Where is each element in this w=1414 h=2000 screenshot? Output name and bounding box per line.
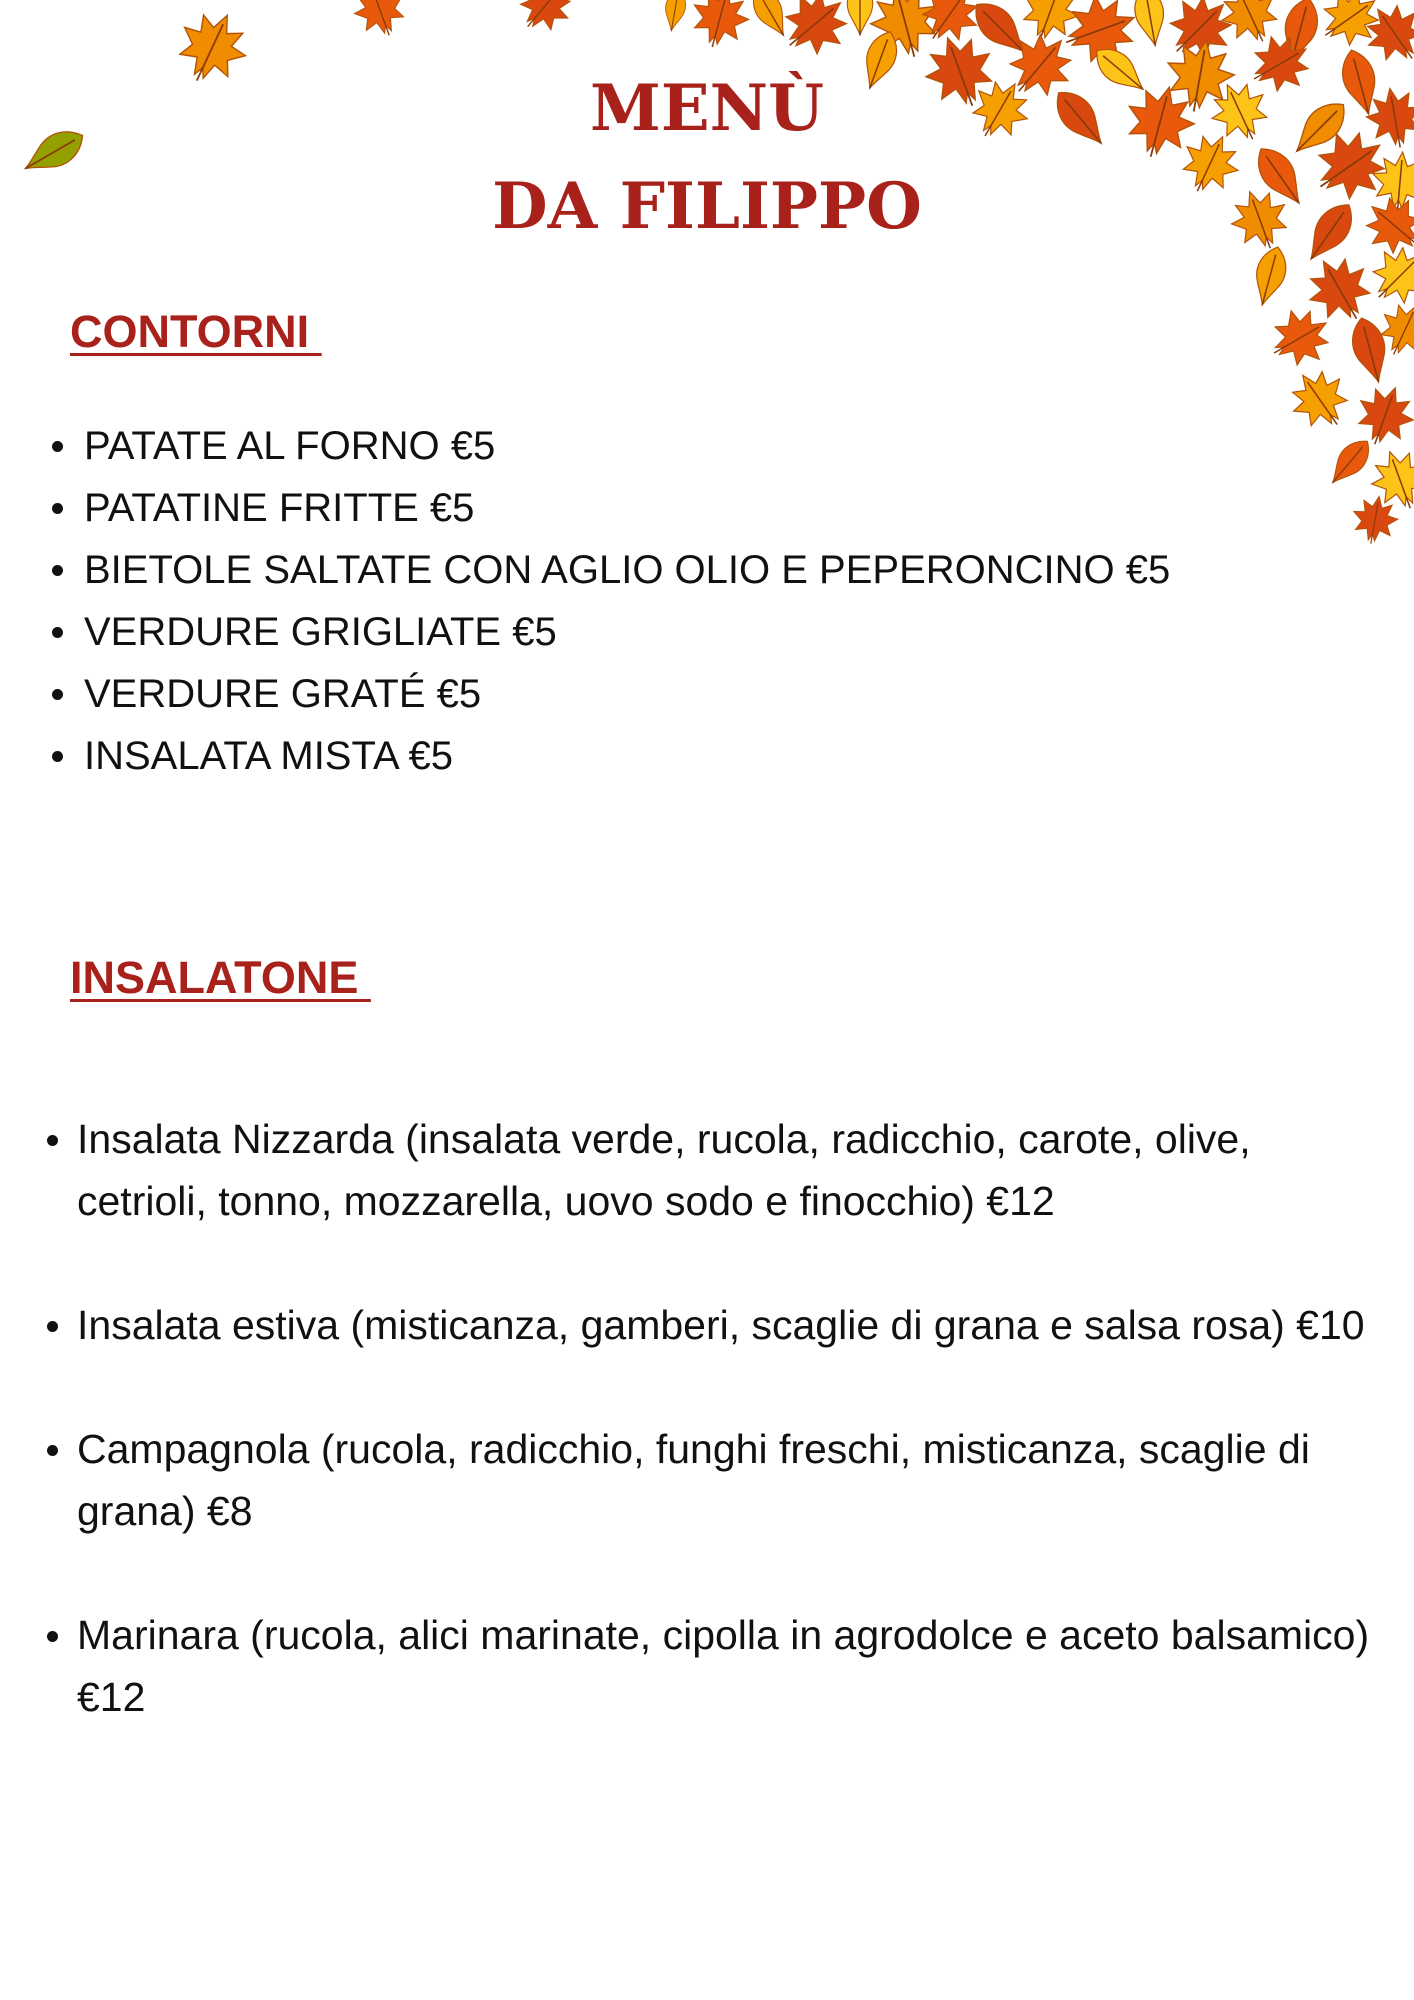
autumn-leaf-icon [1297, 246, 1383, 334]
list-item: Marinara (rucola, alici marinate, cipolla in agrodolce e aceto balsamico) €12 [44, 1604, 1384, 1728]
list-item: PATATINE FRITTE €5 [44, 477, 1170, 539]
autumn-leaf-icon [1371, 295, 1414, 365]
autumn-leaf-icon [1347, 314, 1394, 386]
list-item: PATATE AL FORNO €5 [44, 415, 1170, 477]
autumn-leaf-icon [863, 0, 947, 65]
autumn-leaf-icon [1349, 492, 1401, 547]
restaurant-name: DA FILIPPO [492, 169, 922, 244]
autumn-leaf-icon [1280, 359, 1360, 440]
autumn-leaf-icon [770, 0, 860, 69]
list-item: INSALATA MISTA €5 [44, 725, 1170, 787]
autumn-leaf-icon [1359, 235, 1414, 317]
autumn-leaf-icon [347, 0, 413, 44]
autumn-leaf-icon [1013, 0, 1086, 50]
autumn-leaf-icon [966, 0, 1035, 62]
autumn-leaf-icon [1131, 0, 1169, 48]
autumn-leaf-icon [1155, 0, 1245, 73]
autumn-leaf-icon [1212, 0, 1288, 53]
list-item: BIETOLE SALTATE CON AGLIO OLIO E PEPERONCINO €5 [44, 539, 1170, 601]
list-item: Insalata Nizzarda (insalata verde, rucola, radicchio, carote, olive, cetrioli, tonno, mozzarella, uovo sodo e finocchio) €12 [44, 1108, 1384, 1232]
insalatone-list [44, 1108, 1384, 1790]
autumn-leaf-icon [1355, 0, 1414, 75]
autumn-leaf-icon [1249, 243, 1292, 308]
autumn-leaf-icon [685, 0, 755, 54]
autumn-leaf-icon [1363, 442, 1414, 518]
insalatone-heading: INSALATONE [70, 952, 371, 1003]
contorni-list [44, 415, 1170, 787]
list-item: VERDURE GRATÉ €5 [44, 663, 1170, 725]
autumn-leaf-icon [662, 0, 689, 32]
autumn-leaf-icon [1260, 299, 1340, 377]
autumn-leaf-icon [1277, 0, 1324, 66]
list-item: Insalata estiva (misticanza, gamberi, scaglie di grana e salsa rosa) €10 [44, 1294, 1384, 1356]
contorni-heading: CONTORNI [70, 306, 322, 357]
autumn-leaf-icon [910, 0, 990, 55]
menu-title: MENÙ [590, 71, 824, 146]
autumn-leaf-icon [1309, 0, 1390, 58]
list-item: VERDURE GRIGLIATE €5 [44, 601, 1170, 663]
autumn-leaf-icon [508, 0, 581, 43]
autumn-leaf-icon [746, 0, 795, 42]
autumn-leaf-icon [847, 0, 872, 35]
autumn-leaf-icon [1055, 0, 1146, 74]
autumn-leaf-icon [1348, 378, 1414, 454]
autumn-leaf-icon [1323, 433, 1377, 491]
list-item: Campagnola (rucola, radicchio, funghi freschi, misticanza, scaglie di grana) €8 [44, 1418, 1384, 1542]
